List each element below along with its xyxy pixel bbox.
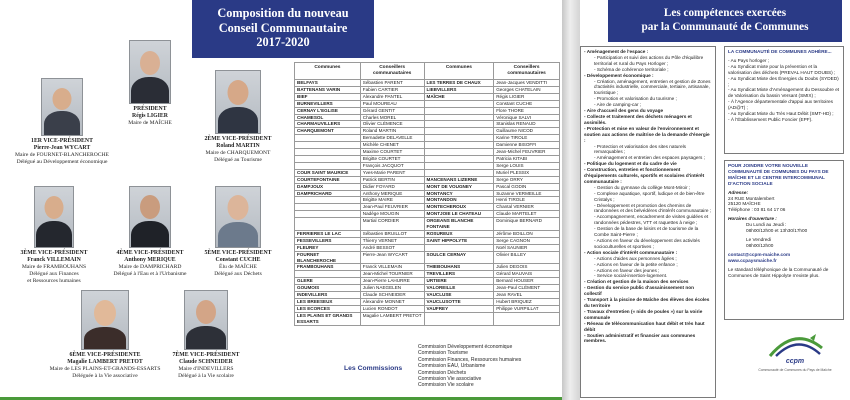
commune-cell: ORGEANS BLANCHE FONTAINE [424,218,494,231]
phone-line: Téléphone : 03 81 64 17 06 [728,207,786,213]
member-cell: Brigitte MAIRE [360,197,424,204]
member-cell: Pierre-Jean WYCART [360,251,424,264]
contact-box [724,160,844,320]
member-cell: Muriel PLESSIX [494,169,560,176]
member-cell: Patrick BERTIN [360,176,424,183]
commune-cell: GLERE [295,278,361,285]
commune-cell: URTIERE [424,278,494,285]
commune-cell: CHARMAUVILLERS [295,121,361,128]
member-cell: Didier FOYARD [360,183,424,190]
member-cell: Gérard MAUVAIS [494,271,560,278]
adhesions-title: LA COMMUNAUTÉ DE COMMUNES ADHÈRE... [728,49,832,54]
person-role: 7ÈME VICE-PRÉSIDENT [172,352,240,358]
commissions-box [294,343,560,395]
standard-note: Le standard téléphonique de la Communauté de Communes de Saint Hippolyte n'existe plus. [728,266,829,278]
commune-cell: CHAMESOL [295,114,361,121]
table-row [295,237,560,244]
table-row [295,142,560,149]
commune-cell: SOULCE CERNAY [424,251,494,264]
table-row [295,312,560,325]
table-row [295,244,560,251]
person-detail: Maire de DAMPRICHARD [118,264,182,270]
competence-heading: - Protection et mise en valeur de l'environnement et soutien aux actions de maîtrise de la demande d'énergie : [584,125,710,143]
vice-president-7-card [156,290,256,380]
member-cell: Constant CUCHE [494,100,560,107]
email-link[interactable]: contact@ccpm-maiche.com [728,251,791,257]
member-cell: Nadège MOUGIN [360,211,424,218]
header-conseillers: Conseillers communautaires [360,63,424,80]
competences-page [580,0,850,400]
list-item: - À l'Établissement Public Foncier (EPF). [728,116,813,122]
member-cell: Pascal GODIN [494,183,560,190]
member-cell: Véronique SALVI [494,114,560,121]
person-name: Claude SCHNEIDER [179,359,233,365]
table-row [295,183,560,190]
commune-cell: FOURNET BLANCHEROCHE [295,251,361,264]
title-line-2: par la Communauté de Communes [641,20,809,33]
commune-cell [295,211,361,218]
commune-cell: LES BREESEUX [295,299,361,306]
commune-cell: MAÎCHE [424,93,494,100]
address-line: 25120 MAÎCHE [728,201,761,207]
commune-cell [424,142,494,149]
member-cell: Guillaume NICOD [494,128,560,135]
vice-president-4-photo [129,186,171,248]
person-detail: Élu de MAÎCHE [219,264,257,270]
title-line-2: Conseil Communautaire [218,20,348,35]
commune-cell: CERNAY L'EGLISE [295,107,361,114]
commune-cell [424,107,494,114]
table-row [295,190,560,197]
member-cell: Olivier CLÉMENCE [360,121,424,128]
member-cell: Julien NAEGELEN [360,285,424,292]
commune-cell: BURNEVILLERS [295,100,361,107]
table-row [295,93,560,100]
person-name: Constant CUCHE [215,257,261,263]
table-row [295,285,560,292]
vice-president-1-photo [41,78,83,136]
member-cell: Suzanne VERMEILLE [494,190,560,197]
commune-cell: GOUMOIS [295,285,361,292]
side-column [724,46,844,320]
list-item: - Au Syndicat Mixte des Énergies du Doubs (SYDED) ; [728,75,839,87]
commune-cell: INDEVILLERS [295,292,361,299]
commune-cell [295,162,361,169]
commune-cell: LIEBVILLERS [424,86,494,93]
member-cell: Jean-Michel FEUVRIER [494,149,560,156]
vice-president-4-card [100,186,200,278]
commune-cell: MONTANCY [424,190,494,197]
commune-cell [424,312,494,325]
list-item: - Au Syndicat Mixte d'Aménagement du Dessoubre et de Valorisation du bassin Versant (SMIX) ; [728,87,840,99]
commune-cell: LES TERRES DE CHAUX [424,80,494,87]
table-row [295,305,560,312]
ccpm-logo [750,330,840,380]
member-cell: Jean-Paul CLÉMENT [494,285,560,292]
commune-cell: MONT DE VOUGNEY [424,183,494,190]
list-item: - Au Syndicat mixte pour la prévention et la valorisation des déchets (PREVAL HAUT DOUBS) ; [728,63,836,75]
member-cell: Bernard HOUSER [494,278,560,285]
competence-subitem: - Création, aménagement, entretien et gestion de Zones d'activités industrielle, commerciale, tertiaire, artisanale, touristique ; [594,78,711,96]
competence-heading: - Construction, entretien et fonctionnement d'équipements culturels, sportifs et scolaires d'intérêt communautaire : [584,167,705,184]
competence-heading: - Action sociale d'intérêt communautaire : [584,249,678,255]
table-row [295,197,560,204]
president-photo [129,40,171,104]
council-members-table [294,62,560,326]
table-row [295,218,560,231]
table-row [295,230,560,237]
member-cell: Sébastien PARENT [360,80,424,87]
website-link[interactable]: www.ccpaysmaiche.fr [728,257,777,263]
table-row [295,271,560,278]
composition-title-banner [192,0,374,58]
competence-subitem: - Actions d'aides aux personnes âgées ; [594,255,677,261]
vice-president-3-photo [34,186,74,248]
commune-cell [424,135,494,142]
commune-cell: MANCENANS LIZERNE [424,176,494,183]
table-row [295,204,560,211]
member-cell: Hubert BRIQUEZ [494,299,560,306]
member-cell: Franck VILLEMAIN [360,264,424,271]
member-cell: François JACQUOT [360,162,424,169]
competence-subitem: - Aire de camping-car ; [594,102,642,108]
commune-cell [295,149,361,156]
commune-cell: DAMPJOUX [295,183,361,190]
member-cell: Serge ORRY [494,176,560,183]
title-line-1: Composition du nouveau [217,6,349,20]
competences-title-banner [608,0,842,42]
commune-cell [424,155,494,162]
person-detail: Déléguée à la Vie associative [72,372,138,379]
commune-cell [295,197,361,204]
table-row [295,121,560,128]
person-detail: Maire de CHARQUEMONT [205,150,271,156]
table-row [295,86,560,93]
commune-cell [295,218,361,231]
council-table-body [295,80,560,326]
competence-subitem: - Accompagnement, encadrement de visites guidées et randonnées pédestres, VTT et raquettes à neige ; [594,214,709,226]
commune-cell [424,244,494,251]
person-name: Magalie LAMBERT PRETOT [67,359,143,365]
commune-cell [295,204,361,211]
member-cell: Roland MARTIN [360,128,424,135]
member-cell: Alexandre PANTEL [360,93,424,100]
commissions-label: Les Commissions [344,365,403,372]
person-detail: et Ressources humaines [27,277,81,284]
commune-cell: ROSUREUX [424,230,494,237]
table-row [295,114,560,121]
commune-cell [295,135,361,142]
person-detail: Maire de FOURNET-BLANCHEROCHE [15,152,109,158]
table-row [295,299,560,306]
commune-cell: COURTEFONTAINE [295,176,361,183]
commune-cell: VALOREILLE [424,285,494,292]
person-name: Franck VILLEMAIN [27,257,81,263]
competence-heading: - Gestion du service public d'assainissement non collectif [584,285,694,297]
member-cell: Brigitte COURTET [360,155,424,162]
commune-cell: VAUFREY [424,305,494,312]
member-cell: Jean-Paul FEUVRIER [360,204,424,211]
vice-president-2-photo [215,70,261,134]
competence-heading: - Création et gestion de la maison des services [584,279,689,285]
member-cell: Yves-Marie PARENT [360,169,424,176]
commune-cell: LES ECORCES [295,305,361,312]
member-cell: Chantal VERNIER [494,204,560,211]
competence-subitem: - Gestion du gymnase du collège Mont-Miroir ; [594,184,691,190]
competence-heading: - Aménagement de l'espace : [584,49,649,54]
table-row [295,169,560,176]
member-cell: Claude SCHNEIDER [360,292,424,299]
competence-heading: - Soutien administratif et financier aux communes membres. [584,332,696,344]
table-row [295,292,560,299]
commune-cell: DAMPRICHARD [295,190,361,197]
table-row [295,176,560,183]
member-cell: Michèle CHENET [360,142,424,149]
logo-text: ccpm [785,358,805,365]
commune-cell: VAUCLUSOTTE [424,299,494,306]
commune-cell: MONTANDON [424,197,494,204]
list-item: Commission Déchets [418,369,467,376]
page-fold [562,0,580,400]
commune-cell: TREVILLERS [424,271,494,278]
commune-cell: BIEF [295,93,361,100]
competence-subitem: - Service social-insertion-logement. [594,273,668,279]
person-detail: Délégué au Tourisme [214,156,262,163]
commune-cell: THIEBOUHANS [424,264,494,271]
member-cell: Paul MOUREAU [360,100,424,107]
member-cell: Jean RAVEL [494,292,560,299]
commune-cell [424,100,494,107]
table-row [295,155,560,162]
member-cell: Olivier BILLEY [494,251,560,264]
member-cell [494,312,560,325]
header-communes: Communes [424,63,494,80]
hours-label: Horaires d'ouverture : [728,216,777,222]
person-role: 6ÈME VICE-PRÉSIDENTE [69,352,141,358]
competence-heading: - Collecte et traitement des déchets ménagers et assimilés. [584,113,692,125]
member-cell: Maxime COURTET [360,149,424,156]
hours-line: 08h00/12h00 et 13h30/17h00 [746,228,808,234]
vice-president-7-photo [184,290,228,350]
commune-cell [424,121,494,128]
competence-subitem: - Actions en faveur du développement des activités socioculturelles et sportives ; [594,238,700,249]
person-role: 5ÈME VICE-PRÉSIDENT [204,250,272,256]
table-row [295,107,560,114]
person-detail: Délégué au Développement économique [16,158,108,165]
vice-president-5-photo [215,186,261,248]
member-cell: Magalie LAMBERT PRETOT [360,312,424,325]
table-row [295,251,560,264]
competence-subitem: - Protection et valorisation des sites naturels remarquables ; [594,143,686,155]
member-cell: Philippe VURPILLAT [494,305,560,312]
member-cell: Henri TIROLE [494,197,560,204]
vice-president-6-card [40,290,170,380]
logo-subtitle: Communauté de Communes du Pays de Maîche [758,368,832,372]
competence-subitem: - Complexe aquatique, sportif, ludique et de bien-être Cristalys ; [594,190,705,202]
member-cell: André BESSOT [360,244,424,251]
competences-list [580,46,716,398]
competence-heading: - Travaux d'entretien (« nids de poules ») sur la voirie communale [584,308,703,320]
member-cell: Lucien RONDOT [360,305,424,312]
member-cell: Claude MARTELET [494,211,560,218]
commune-cell [424,128,494,135]
person-role: 2ÈME VICE-PRÉSIDENT [204,136,272,142]
competence-subitem: - Gestion de la base de loisirs et de tourisme de la Combe Saint-Pierre ; [594,226,699,238]
header-communes: Communes [295,63,361,80]
member-cell: Anthony MERIQUE [360,190,424,197]
commune-cell: FESSEVILLERS [295,237,361,244]
member-cell: Damienne BISOFFI [494,142,560,149]
table-row [295,135,560,142]
member-cell: Serge LOUIS [494,162,560,169]
hours-line: Du Lundi au Jeudi : [746,222,787,228]
person-detail: Délégué à la Vie scolaire [178,372,234,379]
commune-cell [424,162,494,169]
vice-president-6-photo [81,290,129,350]
table-row [295,211,560,218]
list-item: - À l'Agence départementale d'appui aux territoires (AD@T) ; [728,99,833,111]
list-item: - Au Syndicat Mixte du Très Haut Débit (SMT-HD) ; [728,111,834,117]
person-detail: Délégué aux Déchets [214,270,262,277]
member-cell: Jean-Pierre LAHURRE [360,278,424,285]
list-item: Commission Vie associative [418,376,482,383]
person-role: PRÉSIDENT [133,106,167,112]
commune-cell [295,271,361,278]
address-line: 24 RUE Montalembert [728,195,775,201]
list-item: Commission Développement économique [418,344,513,350]
commune-cell: COUR SAINT MAURICE [295,169,361,176]
competence-heading: - Transport à la piscine de Maîche des élèves des écoles du territoire [584,297,710,308]
address-label: Adresse: [728,189,749,195]
commune-cell: BELFAYS [295,80,361,87]
commune-cell [424,114,494,121]
table-row [295,100,560,107]
person-detail: Maire de FRAMBOUHANS [21,264,87,270]
commune-cell [424,149,494,156]
hours-line: Le Vendredi [746,236,772,242]
commune-cell [295,142,361,149]
commune-cell: FLEUREY [295,244,361,251]
member-cell: Serge CAGNON [494,237,560,244]
member-cell: Martial CORDIER [360,218,424,231]
commune-cell: FRAMBOUHANS [295,264,361,271]
commune-cell: MONTECHEROUX [424,204,494,211]
competence-heading: - Aire d'accueil des gens du voyage [584,108,664,114]
competence-subitem: - Actions en faveur des jeunes ; [594,267,660,273]
person-detail: Délégué aux Finances [29,270,79,277]
competence-subitem: - Actions en faveur de la petite enfance ; [594,261,678,267]
member-cell: Alexandre MONNET [360,299,424,306]
person-role: 1ER VICE-PRÉSIDENT [31,138,93,144]
vice-president-2-card [186,70,290,164]
competence-heading: - Réseau de télécommunication haut débit et très haut débit [584,320,705,332]
member-cell: Georges CHATELAIN [494,86,560,93]
competence-heading: - Politique du logement et du cadre de vie [584,161,677,167]
commune-cell: CHARQUEMONT [295,128,361,135]
title-line-1: Les compétences exercées [663,7,787,19]
member-cell: Gérard GENTIT [360,107,424,114]
person-name: Roland MARTIN [216,143,260,149]
commune-cell [424,169,494,176]
member-cell: Julien DEGOIS [494,264,560,271]
person-name: Anthony MERIQUE [124,257,176,263]
vice-president-1-card [2,78,122,166]
list-item: - Au Pays horloger ; [728,57,770,63]
member-cell: Sébastien BRUILLOT [360,230,424,237]
person-name: Régis LIGIER [132,113,168,119]
vice-president-5-card [192,186,284,278]
member-cell: Jean-Michel TOURNIER [360,271,424,278]
person-role: 3ÈME VICE-PRÉSIDENT [20,250,88,256]
table-row [295,264,560,271]
member-cell: Bernadette DELAVELLE [360,135,424,142]
competence-subitem: - Aménagement et entretien des espaces paysagers ; [594,155,706,161]
member-cell: Flore THORE [494,107,560,114]
commune-cell [295,155,361,162]
commune-cell: SAINT HIPPOLYTE [424,237,494,244]
member-cell: Fabien CARTIER [360,86,424,93]
list-item: Commission EAU, Urbanisme [418,363,486,370]
commissions-list [418,344,521,389]
hours-line: 08h00/12h00 [746,242,774,248]
vice-president-3-card [4,186,104,284]
member-cell: Dominique BERNARD [494,218,560,231]
commune-cell: MONTJOIE LE CHATEAU [424,211,494,218]
list-item: Commission Vie scolaire [418,382,474,389]
person-role: 4ÈME VICE-PRÉSIDENT [116,250,184,256]
person-detail: Maire de MAÎCHE [128,120,172,126]
person-detail: Délégué à l'Eau et à l'Urbanisme [113,270,187,277]
list-item: Commission Finances, Ressources humaines [418,356,522,363]
header-conseillers: Conseillers communautaires [494,63,560,80]
commune-cell: BATTENANS VARIN [295,86,361,93]
competence-heading: - Développement économique : [584,72,654,78]
member-cell: Thierry VERNET [360,237,424,244]
commune-cell: FERRIERES LE LAC [295,230,361,237]
adhesions-box [724,46,844,154]
contact-title: POUR JOINDRE VOTRE NOUVELLE COMMUNAUTÉ DE COMMUNES DU PAYS DE MAÎCHE ET LE CENTRE INTERCOMMUNAL D'ACTION SOCIALE [728,163,829,186]
table-row [295,80,560,87]
member-cell: Régis LIGIER [494,93,560,100]
table-row [295,162,560,169]
member-cell: Noël SAUNIER [494,244,560,251]
competence-subitem: - Schéma de cohérence territoriale ; [594,66,669,72]
commune-cell: LES PLAINS ET GRANDS ESSARTS [295,312,361,325]
competence-subitem: - Participation et suivi des actions du Pôle d'équilibre territorial et rural du Pays Horloger ; [594,54,704,66]
member-cell: Jérôme BOILLON [494,230,560,237]
president-card [110,40,190,127]
table-header-row [295,63,560,80]
table-row [295,128,560,135]
table-row [295,278,560,285]
member-cell: Karine TIROLE [494,135,560,142]
competence-subitem: - Développement et promotion des chemins de randonnées et des belvédères d'intérêt communautaire ; [594,202,712,214]
list-item: Commission Tourisme [418,350,469,357]
member-cell: Stanislas RENAUD [494,121,560,128]
member-cell: Patricia KITABI [494,155,560,162]
person-detail: Maire d'INDEVILLERS [178,366,234,372]
person-name: Pierre-Jean WYCART [33,145,91,151]
table-row [295,149,560,156]
commune-cell: VAUCLUSE [424,292,494,299]
member-cell: Charles MOREL [360,114,424,121]
title-line-3: 2017-2020 [256,35,310,49]
member-cell: Jean-Jacques VENDITTI [494,80,560,87]
person-detail: Maire de LES PLAINS-ET-GRANDS-ESSARTS [49,366,161,372]
ccpm-logo-mark [750,330,840,360]
competence-subitem: - Promotion et valorisation du tourisme ; [594,96,677,102]
